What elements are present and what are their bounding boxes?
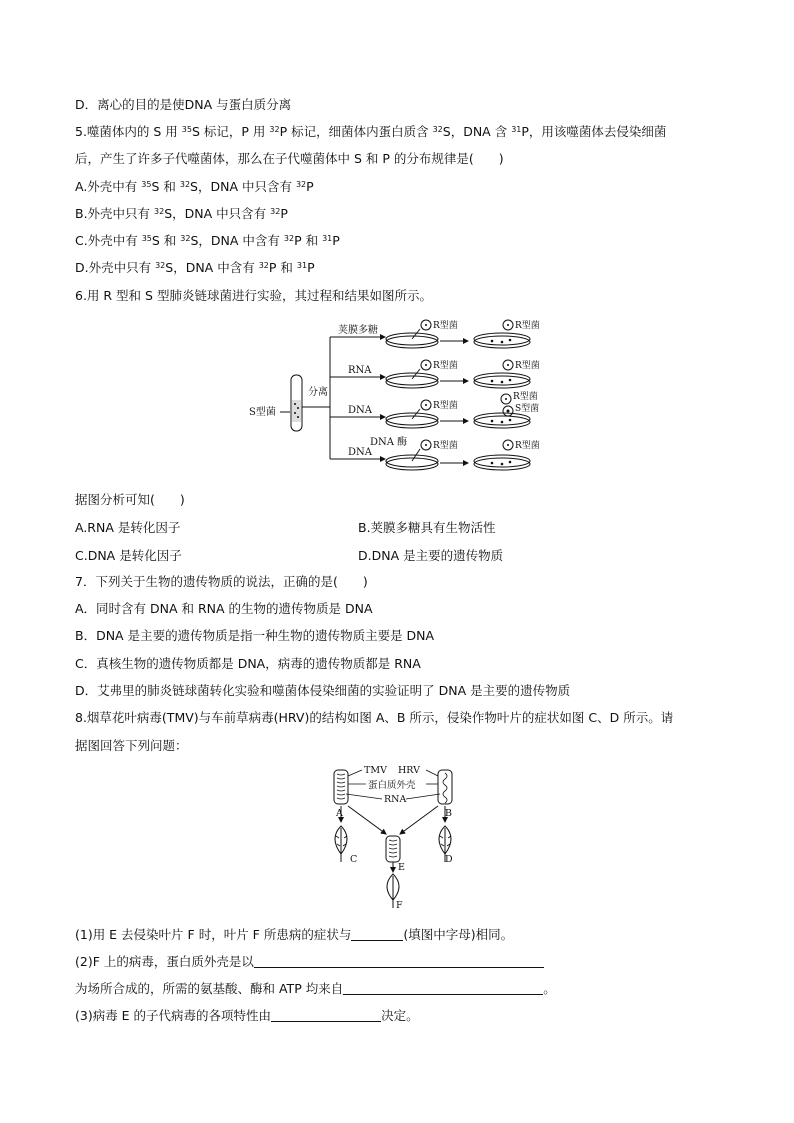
q7-option-b: B．DNA 是主要的遗传物质是指一种生物的遗传物质主要是 DNA	[75, 628, 435, 643]
q8-sub3: (3)病毒 E 的子代病毒的各项特性由 决定。	[75, 1008, 419, 1023]
branch-dna-enzyme	[330, 435, 407, 459]
branch-dna	[330, 405, 385, 417]
separate-label: 分离	[308, 387, 328, 398]
s-result-label: S型菌	[515, 404, 540, 414]
q8-sub2-line1: (2)F 上的病毒，蛋白质外壳是以	[75, 953, 544, 971]
answer-blank-1[interactable]	[351, 927, 403, 941]
s-bacteria-label: S型菌	[249, 407, 276, 418]
branch-label-dna-2: DNA	[348, 447, 372, 458]
r-label-1: R型菌	[433, 321, 458, 331]
virus-e-icon	[386, 836, 400, 862]
r-result-label-4: R型菌	[515, 441, 540, 451]
q8-stem-line2: 据图回答下列问题：	[75, 738, 188, 753]
q5-stem-line1: 5.噬菌体内的 S 用 $^{35}$S 标记，P 用 $^{32}$P 标记，细菌体内蛋白质含 $^{32}$S，DNA 含 $^{31}$P，用该噬菌体去侵染细菌	[75, 124, 667, 139]
r-result-label-2: R型菌	[515, 361, 540, 371]
q6-option-d: D.DNA 是主要的遗传物质	[358, 548, 504, 563]
protein-coat-label: 蛋白质外壳	[368, 780, 416, 791]
dna-enzyme-label: DNA 酶	[370, 437, 408, 448]
label-e: E	[398, 862, 405, 873]
hrv-label: HRV	[398, 765, 420, 776]
r-result-label-1: R型菌	[515, 321, 540, 331]
leaf-c-icon	[335, 826, 347, 862]
branch-label-rna: RNA	[348, 365, 372, 376]
q6-question: 据图分析可知( )	[75, 492, 185, 507]
label-d: D	[445, 854, 453, 865]
label-f: F	[396, 900, 403, 911]
q7-stem: 7．下列关于生物的遗传物质的说法，正确的是( )	[75, 574, 368, 589]
q6-option-b: B.荚膜多糖具有生物活性	[358, 520, 496, 535]
q5-option-d: D.外壳中只有 $^{32}$S，DNA 中含有 $^{32}$P 和 $^{31}$P	[75, 260, 315, 275]
r-label-3: R型菌	[433, 401, 458, 411]
q6-stem: 6.用 R 型和 S 型肺炎链球菌进行实验，其过程和结果如图所示。	[75, 288, 432, 303]
branch-label-dna: DNA	[348, 405, 372, 416]
q6-option-a: A.RNA 是转化因子	[75, 520, 181, 535]
q8-virus-diagram	[326, 762, 466, 912]
q6-experiment-diagram	[240, 315, 560, 475]
label-a: A	[336, 808, 343, 819]
q8-sub2-line2: 为场所合成的，所需的氨基酸、酶和 ATP 均来自 。	[75, 981, 556, 996]
rna-label: RNA	[384, 794, 407, 805]
branch-label-polysaccharide: 荚膜多糖	[338, 325, 378, 336]
q7-option-a: A．同时含有 DNA 和 RNA 的生物的遗传物质是 DNA	[75, 601, 373, 616]
branch-polysaccharide	[330, 323, 385, 337]
q8-stem-line1: 8.烟草花叶病毒(TMV)与车前草病毒(HRV)的结构如图 A、B 所示，侵染作物叶片的症状如图 C、D 所示。请	[75, 710, 674, 725]
tmv-label: TMV	[364, 765, 387, 776]
hrv-virus-icon	[438, 770, 452, 804]
branch-rna	[330, 365, 385, 377]
q5-stem-line2: 后，产生了许多子代噬菌体，那么在子代噬菌体中 S 和 P 的分布规律是( )	[75, 151, 504, 166]
r-result-label-3: R型菌	[513, 392, 538, 402]
q7-option-d: D．艾弗里的肺炎链球菌转化实验和噬菌体侵染细菌的实验证明了 DNA 是主要的遗传物质	[75, 683, 571, 698]
tmv-virus-icon	[334, 770, 348, 804]
label-c: C	[350, 854, 358, 865]
q4-option-d: D．离心的目的是使DNA 与蛋白质分离	[75, 97, 292, 112]
q8-sub1: (1)用 E 去侵染叶片 F 时，叶片 F 所患病的症状与 (填图中字母)相同。	[75, 927, 514, 942]
r-label-2: R型菌	[433, 361, 458, 371]
answer-blank-2[interactable]	[254, 954, 544, 968]
r-label-4: R型菌	[433, 441, 458, 451]
answer-blank-4[interactable]	[271, 1008, 381, 1022]
answer-blank-3[interactable]	[343, 981, 543, 995]
q6-option-c: C.DNA 是转化因子	[75, 548, 182, 563]
q7-option-c: C．真核生物的遗传物质都是 DNA，病毒的遗传物质都是 RNA	[75, 656, 421, 671]
q5-option-b: B.外壳中只有 $^{32}$S，DNA 中只含有 $^{32}$P	[75, 206, 288, 221]
q5-option-c: C.外壳中有 $^{35}$S 和 $^{32}$S，DNA 中含有 $^{32}$P 和 $^{31}$P	[75, 233, 340, 248]
q5-option-a: A.外壳中有 $^{35}$S 和 $^{32}$S，DNA 中只含有 $^{32}$P	[75, 179, 314, 194]
label-b: B	[445, 808, 452, 819]
